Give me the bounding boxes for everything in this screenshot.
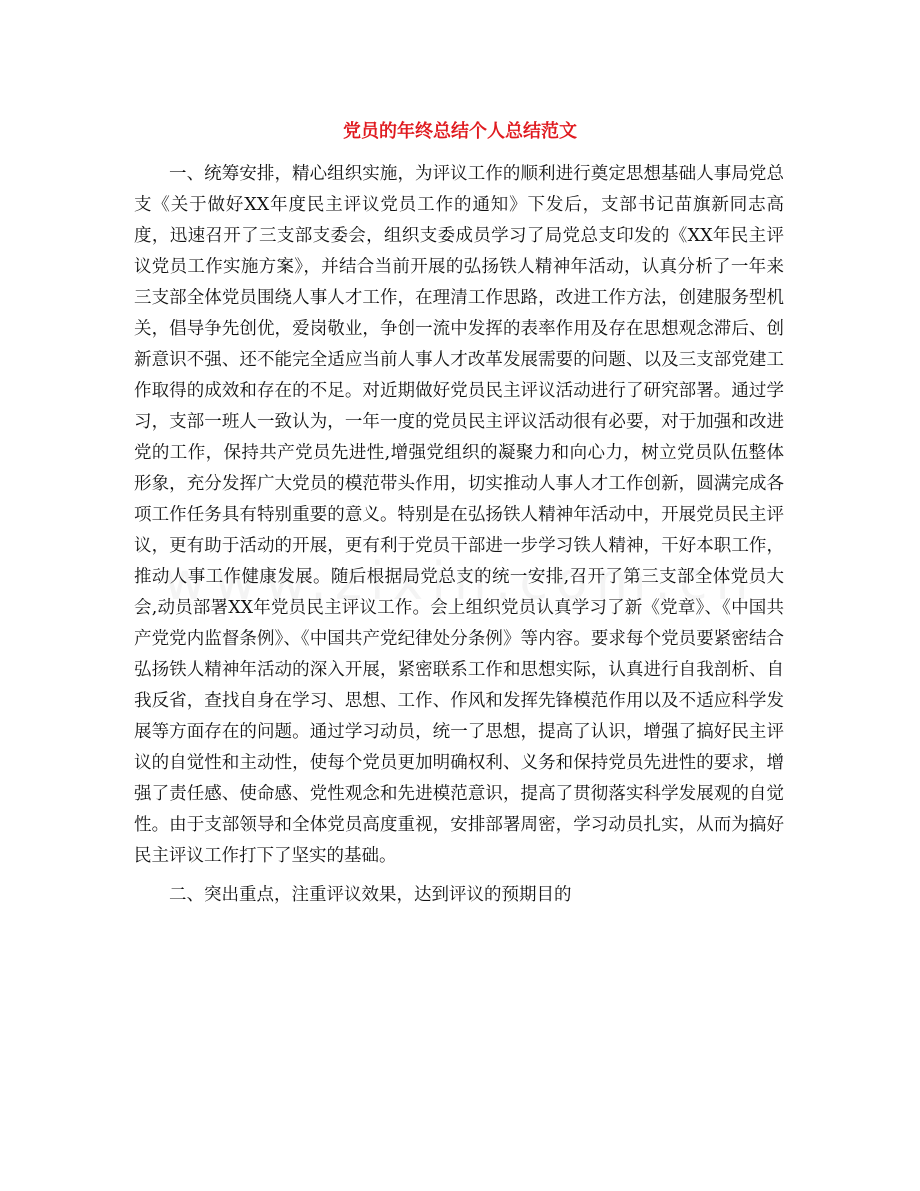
document-title: 党员的年终总结个人总结范文 [343, 121, 577, 142]
paragraph-1: 一、统筹安排，精心组织实施，为评议工作的顺利进行奠定思想基础人事局党总支《关于做好XX年度民主评议党员工作的通知》下发后，支部书记苗旗新同志高度，迅速召开了三支部支委会，组织支委成员学习了局党总支印发的《XX年民主评议党员工作实施方案》，并结合当前开展的弘扬铁人精神年活动，认真分析了一年来三支部全体党员围绕人事人才工作，在理清工作思路，改进工作方法，创建服务型机关，倡导争先创优，爱岗敬业，争创一流中发挥的表率作用及存在思想观念滞后、创新意识不强、还不能完全适应当前人事人才改革发展需要的问题、以及三支部党建工作取得的成效和存在的不足。对近期做好党员民主评议活动进行了研究部署。通过学习，支部一班人一致认为，一年一度的党员民主评议活动很有必要，对于加强和改进党的工作，保持共产党员先进性,增强党组织的凝聚力和向心力，树立党员队伍整体形象，充分发挥广大党员的模范带头作用，切实推动人事人才工作创新，圆满完成各项工作任务具有特别重要的意义。特别是在弘扬铁人精神年活动中，开展党员民主评议，更有助于活动的开展，更有利于党员干部进一步学习铁人精神，干好本职工作，推动人事工作健康发展。随后根据局党总支的统一安排,召开了第三支部全体党员大会,动员部署XX年党员民主评议工作。会上组织党员认真学习了新《党章》、《中国共产党党内监督条例》、《中国共产党纪律处分条例》等内容。要求每个党员要紧密结合弘扬铁人精神年活动的深入开展，紧密联系工作和思想实际，认真进行自我剖析、自我反省，查找自身在学习、思想、工作、作风和发挥先锋模范作用以及不适应科学发展等方面存在的问题。通过学习动员，统一了思想，提高了认识，增强了搞好民主评议的自觉性和主动性，使每个党员更加明确权利、义务和保持党员先进性的要求，增强了责任感、使命感、党性观念和先进模范意识，提高了贯彻落实科学发展观的自觉性。由于支部领导和全体党员高度重视，安排部署周密，学习动员扎实，从而为搞好民主评议工作打下了坚实的基础。 [134, 164, 784, 866]
document-body [134, 159, 784, 911]
paragraph-2: 二、突出重点，注重评议效果，达到评议的预期目的 [169, 885, 572, 905]
